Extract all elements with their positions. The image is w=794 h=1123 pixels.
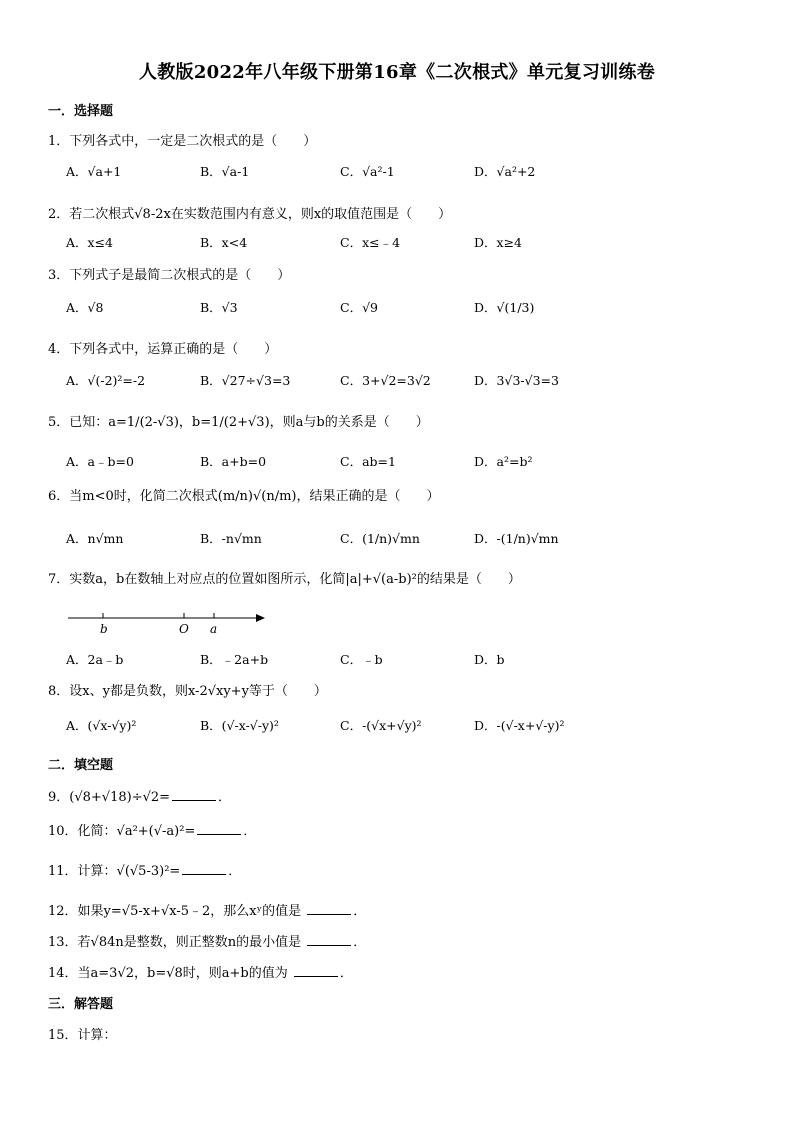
q10-stem: 10．化简：√a²+(√-a)²= ． (48, 824, 257, 839)
q8-stem: 8．设x、y都是负数，则x-2√xy+y等于（ ） (48, 684, 327, 699)
q6-option-a: A．n√mn (66, 531, 124, 546)
q7-option-d: D．b (474, 652, 505, 667)
q7-option-a: A．2a﹣b (66, 652, 124, 667)
q1-option-d: D．√a²+2 (474, 164, 536, 179)
section-answer: 三．解答题 (48, 997, 114, 1012)
q9-stem: 9．(√8+√18)÷√2= ． (48, 790, 232, 805)
q5-option-d: D．a²=b² (474, 454, 533, 469)
q5-option-a: A．a﹣b=0 (66, 454, 134, 469)
q12-stem: 12．如果y=√5-x+√x-5﹣2，那么xʸ的值是 ． (48, 904, 367, 919)
axis-label-o: O (179, 622, 189, 636)
q4-option-c: C．3+√2=3√2 (340, 373, 431, 388)
number-line (60, 604, 270, 638)
q4-stem: 4．下列各式中，运算正确的是（ ） (48, 342, 278, 357)
q3-option-d: D．√(1/3) (474, 300, 535, 315)
q3-option-a: A．√8 (66, 300, 104, 315)
q15-stem: 15．计算： (48, 1028, 117, 1043)
q6-option-b: B．-n√mn (200, 531, 262, 546)
q13-stem: 13．若√84n是整数，则正整数n的最小值是 ． (48, 935, 367, 950)
q6-stem: 6．当m<0时，化简二次根式(m/n)√(n/m)，结果正确的是（ ） (48, 489, 440, 504)
q1-option-a: A．√a+1 (66, 164, 122, 179)
q4-option-d: D．3√3-√3=3 (474, 373, 559, 388)
q2-option-b: B．x<4 (200, 235, 248, 250)
section-choice: 一．选择题 (48, 104, 114, 119)
q6-option-d: D．-(1/n)√mn (474, 531, 559, 546)
q2-stem: 2．若二次根式√8-2x在实数范围内有意义，则x的取值范围是（ ） (48, 207, 452, 222)
q8-option-a: A．(√x-√y)² (66, 718, 137, 733)
q3-option-c: C．√9 (340, 300, 378, 315)
q8-option-b: B．(√-x-√-y)² (200, 718, 279, 733)
q5-option-c: C．ab=1 (340, 454, 396, 469)
section-fill: 二．填空题 (48, 758, 114, 773)
q5-stem: 5．已知：a=1/(2-√3)，b=1/(2+√3)，则a与b的关系是（ ） (48, 415, 429, 430)
q3-option-b: B．√3 (200, 300, 238, 315)
q7-stem: 7．实数a，b在数轴上对应点的位置如图所示，化简|a|+√(a-b)²的结果是（ ） (48, 572, 521, 587)
q4-option-a: A．√(-2)²=-2 (66, 373, 146, 388)
q1-stem: 1．下列各式中，一定是二次根式的是（ ） (48, 134, 317, 149)
q7-option-c: C．﹣b (340, 652, 383, 667)
q8-option-c: C．-(√x+√y)² (340, 718, 422, 733)
q11-stem: 11．计算：√(√5-3)²= ． (48, 864, 242, 879)
q7-option-b: B．﹣2a+b (200, 652, 269, 667)
q8-option-d: D．-(√-x+√-y)² (474, 718, 565, 733)
axis-label-b: b (100, 622, 108, 636)
q6-option-c: C．(1/n)√mn (340, 531, 420, 546)
q4-option-b: B．√27÷√3=3 (200, 373, 291, 388)
q1-option-b: B．√a-1 (200, 164, 250, 179)
q1-option-c: C．√a²-1 (340, 164, 395, 179)
q3-stem: 3．下列式子是最简二次根式的是（ ） (48, 268, 291, 283)
q2-option-c: C．x≤﹣4 (340, 235, 401, 250)
page-title: 人教版2022年八年级下册第16章《二次根式》单元复习训练卷 (138, 62, 656, 83)
axis-label-a: a (210, 622, 218, 636)
q2-option-d: D．x≥4 (474, 235, 522, 250)
q5-option-b: B．a+b=0 (200, 454, 267, 469)
q14-stem: 14．当a=3√2，b=√8时，则a+b的值为 ． (48, 966, 353, 981)
q2-option-a: A．x≤4 (66, 235, 114, 250)
